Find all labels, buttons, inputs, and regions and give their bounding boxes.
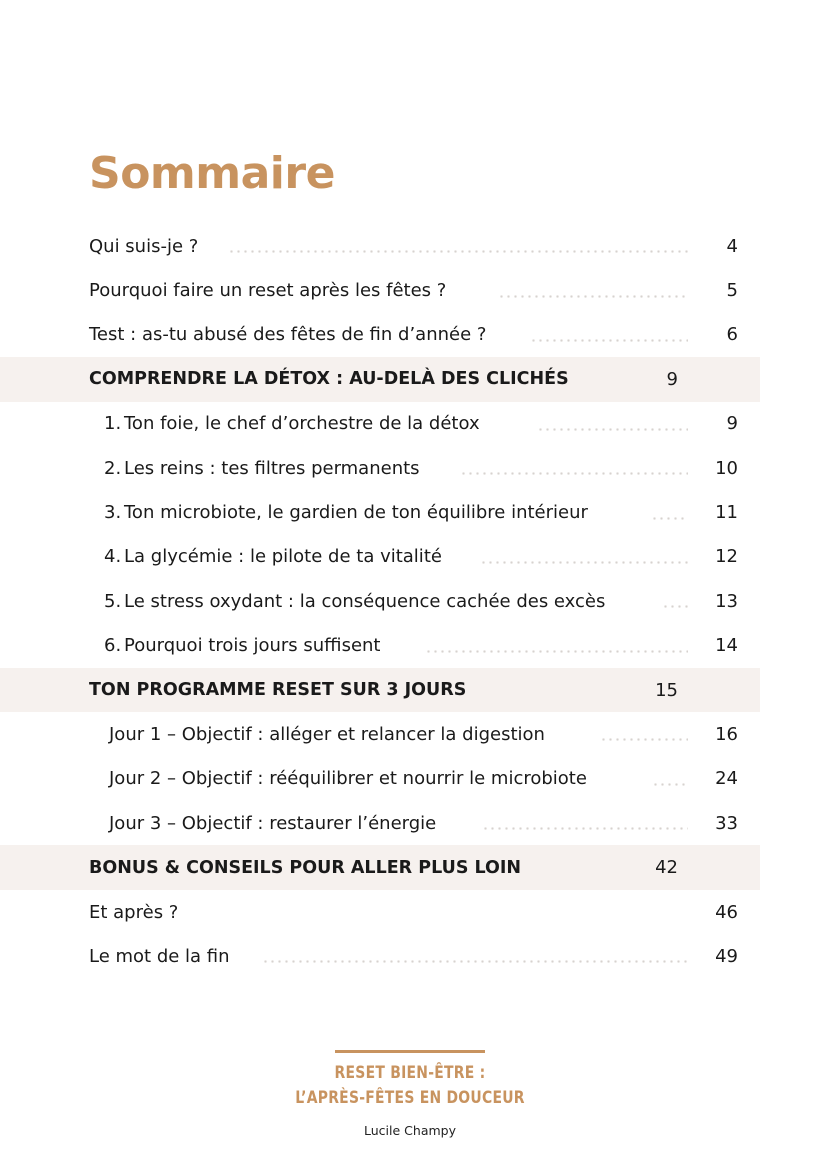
toc-row[interactable]	[0, 268, 820, 312]
toc-entry-label	[109, 724, 545, 745]
toc-entry-text: Le stress oxydant : la conséquence cachée des excès	[124, 590, 606, 612]
toc-entry-label	[104, 546, 442, 567]
toc-dot-leader	[480, 561, 688, 564]
toc-row[interactable]	[0, 490, 820, 534]
author-name: Lucile Champy	[364, 1123, 456, 1138]
toc-page-number: 9	[666, 368, 678, 390]
toc-page-number: 14	[715, 635, 738, 657]
toc-section-row[interactable]	[0, 357, 760, 401]
toc-entry-text: Ton foie, le chef d’orchestre de la détox	[124, 413, 480, 435]
toc-page-number: 11	[715, 502, 738, 524]
toc-row[interactable]	[0, 579, 820, 623]
toc-entry-text: Qui suis-je ?	[89, 235, 199, 257]
toc-dot-leader	[662, 605, 688, 608]
toc-dot-leader	[228, 250, 688, 253]
toc-row[interactable]	[0, 801, 820, 845]
toc-entry-number: 5.	[104, 590, 122, 612]
toc-entry-number: 1.	[104, 413, 122, 435]
toc-entry-label	[104, 635, 381, 656]
toc-entry-number: 4.	[104, 546, 122, 568]
book-title-line-2: L’APRÈS-FÊTES EN DOUCEUR	[295, 1088, 525, 1108]
toc-row[interactable]	[0, 402, 820, 446]
toc-dot-leader	[498, 295, 688, 298]
toc-page-number: 4	[726, 235, 738, 257]
toc-row[interactable]	[0, 712, 820, 756]
toc-page-number: 10	[715, 457, 738, 479]
toc-entry-label	[89, 324, 486, 345]
toc-dot-leader	[425, 650, 688, 653]
toc-entry-text: Les reins : tes filtres permanents	[124, 457, 420, 479]
table-of-contents	[0, 224, 820, 979]
toc-entry-label	[89, 369, 569, 389]
toc-entry-label	[89, 902, 178, 923]
toc-page-number: 33	[715, 812, 738, 834]
toc-dot-leader	[482, 827, 688, 830]
toc-dot-leader	[460, 472, 688, 475]
toc-entry-text: Le mot de la fin	[89, 945, 230, 967]
toc-entry-number: 6.	[104, 635, 122, 657]
footer	[0, 1050, 820, 1138]
toc-entry-label	[109, 813, 436, 834]
toc-entry-label	[104, 502, 588, 523]
book-title-line-1: RESET BIEN-ÊTRE :	[334, 1063, 486, 1083]
toc-section-row[interactable]	[0, 668, 760, 712]
toc-dot-leader	[652, 783, 688, 786]
toc-entry-text: Jour 1 – Objectif : alléger et relancer la digestion	[109, 723, 545, 745]
toc-page-number: 46	[715, 901, 738, 923]
toc-entry-label	[89, 680, 466, 700]
toc-page-number: 24	[715, 768, 738, 790]
toc-page-number: 49	[715, 945, 738, 967]
toc-row[interactable]	[0, 224, 820, 268]
toc-entry-text: Test : as-tu abusé des fêtes de fin d’année ?	[89, 324, 487, 346]
toc-row[interactable]	[0, 446, 820, 490]
toc-entry-text: Jour 2 – Objectif : rééquilibrer et nourrir le microbiote	[109, 768, 587, 790]
toc-entry-text: La glycémie : le pilote de ta vitalité	[124, 546, 442, 568]
toc-page-number: 42	[655, 857, 678, 879]
toc-row[interactable]	[0, 624, 820, 668]
toc-row[interactable]	[0, 313, 820, 357]
toc-entry-text: COMPRENDRE LA DÉTOX : AU-DELÀ DES CLICHÉS	[89, 369, 569, 390]
toc-row[interactable]	[0, 890, 820, 934]
toc-dot-leader	[600, 738, 688, 741]
toc-page-number: 6	[726, 324, 738, 346]
page-title: Sommaire	[89, 148, 335, 199]
toc-page-number: 9	[726, 413, 738, 435]
toc-entry-label	[104, 591, 605, 612]
toc-row[interactable]	[0, 934, 820, 978]
toc-entry-label	[109, 768, 587, 789]
toc-entry-text: Jour 3 – Objectif : restaurer l’énergie	[109, 812, 437, 834]
toc-entry-number: 3.	[104, 502, 122, 524]
toc-row[interactable]	[0, 757, 820, 801]
toc-entry-text: Et après ?	[89, 901, 179, 923]
toc-page-number: 16	[715, 723, 738, 745]
toc-entry-number: 2.	[104, 457, 122, 479]
toc-dot-leader	[530, 339, 688, 342]
toc-entry-text: TON PROGRAMME RESET SUR 3 JOURS	[89, 680, 467, 701]
toc-page-number: 12	[715, 546, 738, 568]
toc-dot-leader	[262, 960, 688, 963]
toc-entry-text: Pourquoi trois jours suffisent	[124, 635, 381, 657]
toc-page-number: 5	[726, 280, 738, 302]
toc-entry-text: Ton microbiote, le gardien de ton équilibre intérieur	[124, 502, 588, 524]
toc-entry-label	[89, 280, 446, 301]
toc-row[interactable]	[0, 535, 820, 579]
toc-entry-label	[104, 413, 480, 434]
toc-entry-label	[104, 458, 420, 479]
toc-page-number: 13	[715, 590, 738, 612]
footer-rule	[335, 1050, 485, 1053]
toc-entry-text: BONUS & CONSEILS POUR ALLER PLUS LOIN	[89, 857, 522, 878]
toc-entry-label	[89, 858, 521, 878]
toc-entry-text: Pourquoi faire un reset après les fêtes ?	[89, 280, 447, 302]
toc-dot-leader	[651, 517, 688, 520]
toc-section-row[interactable]	[0, 845, 760, 889]
toc-dot-leader	[537, 428, 688, 431]
toc-entry-label	[89, 946, 230, 967]
toc-page-number: 15	[655, 679, 678, 701]
toc-entry-label	[89, 236, 198, 257]
